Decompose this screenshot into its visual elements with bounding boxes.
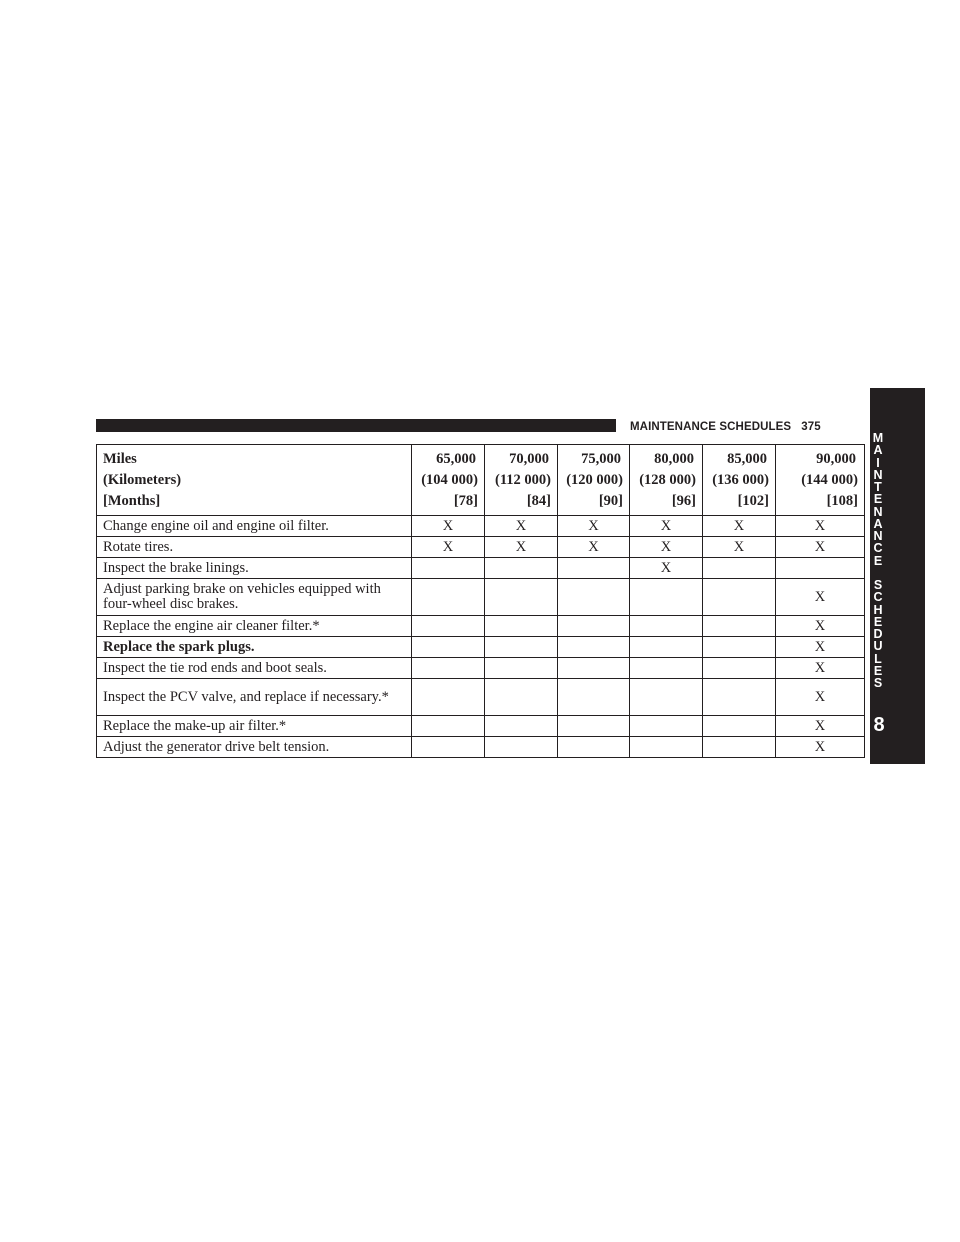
chapter-tab-letter: N (873, 467, 883, 482)
service-mark-cell: X (412, 516, 485, 537)
interval-miles: 85,000 (727, 451, 767, 467)
chapter-number: 8 (873, 714, 885, 736)
service-mark-cell (412, 616, 485, 637)
maintenance-schedule-table (96, 444, 865, 758)
service-mark-cell (703, 658, 776, 679)
chapter-tab-letter: I (876, 455, 880, 470)
service-mark-cell (703, 579, 776, 616)
interval-km: (104 000) (421, 472, 478, 488)
service-mark-cell (703, 679, 776, 716)
service-mark-cell (412, 658, 485, 679)
table-row (97, 658, 865, 679)
service-item: Inspect the brake linings. (97, 558, 412, 579)
service-mark-cell (630, 658, 703, 679)
service-mark-cell (558, 579, 630, 616)
service-mark-cell (485, 579, 558, 616)
chapter-tab-letter: M (872, 431, 884, 445)
service-mark-cell: X (703, 516, 776, 537)
service-item: Adjust parking brake on vehicles equipped with four-wheel disc brakes. (97, 579, 412, 616)
kilometers-label: (Kilometers) (103, 472, 182, 488)
service-mark-cell: X (558, 516, 630, 537)
interval-months: [102] (737, 493, 769, 509)
interval-km: (120 000) (566, 472, 623, 488)
service-item: Replace the spark plugs. (97, 637, 412, 658)
service-mark-cell: X (776, 679, 865, 716)
interval-miles: 90,000 (816, 451, 856, 467)
service-mark-cell (776, 558, 865, 579)
interval-column-header (776, 445, 865, 516)
service-mark-cell (485, 658, 558, 679)
service-mark-cell (485, 716, 558, 737)
chapter-tab-letter: A (873, 443, 883, 458)
table-row (97, 558, 865, 579)
interval-column-header (412, 445, 485, 516)
interval-miles: 80,000 (654, 451, 694, 467)
service-mark-cell (703, 616, 776, 637)
service-mark-cell: X (412, 537, 485, 558)
service-mark-cell (703, 716, 776, 737)
service-mark-cell: X (776, 616, 865, 637)
service-mark-cell: X (776, 537, 865, 558)
table-row (97, 537, 865, 558)
service-item: Change engine oil and engine oil filter. (97, 516, 412, 537)
interval-column-header (558, 445, 630, 516)
chapter-tab-letter: H (873, 602, 883, 617)
page-number: 375 (801, 421, 821, 433)
table-header-row (97, 445, 865, 516)
interval-column-header (630, 445, 703, 516)
chapter-tab-letter: S (873, 676, 883, 690)
service-mark-cell (485, 679, 558, 716)
table-row (97, 737, 865, 758)
chapter-tab-letter: A (873, 516, 883, 531)
service-mark-cell: X (558, 537, 630, 558)
section-title: MAINTENANCE SCHEDULES (630, 421, 792, 433)
service-mark-cell (412, 679, 485, 716)
service-item: Replace the make-up air filter.* (97, 716, 412, 737)
service-mark-cell: X (776, 516, 865, 537)
chapter-thumb-tab (870, 388, 925, 764)
service-mark-cell: X (703, 537, 776, 558)
service-mark-cell (485, 737, 558, 758)
service-mark-cell (630, 679, 703, 716)
service-mark-cell: X (630, 537, 703, 558)
service-mark-cell (703, 737, 776, 758)
service-mark-cell (485, 558, 558, 579)
chapter-tab-letter: D (873, 627, 883, 641)
interval-miles: 70,000 (509, 451, 549, 467)
interval-miles: 75,000 (581, 451, 621, 467)
service-item: Adjust the generator drive belt tension. (97, 737, 412, 758)
service-mark-cell (412, 716, 485, 737)
service-mark-cell (558, 616, 630, 637)
interval-months: [78] (453, 493, 478, 509)
service-mark-cell (485, 637, 558, 658)
service-mark-cell: X (776, 658, 865, 679)
service-mark-cell (558, 658, 630, 679)
service-mark-cell (558, 737, 630, 758)
service-mark-cell: X (485, 516, 558, 537)
header-rule (96, 419, 616, 432)
service-mark-cell: X (776, 737, 865, 758)
service-mark-cell (412, 637, 485, 658)
service-mark-cell (630, 716, 703, 737)
interval-column-header (703, 445, 776, 516)
service-item: Inspect the PCV valve, and replace if necessary.* (97, 679, 412, 716)
service-mark-cell: X (485, 537, 558, 558)
header-label-cell (97, 445, 412, 516)
interval-miles: 65,000 (436, 451, 476, 467)
service-mark-cell (485, 616, 558, 637)
service-mark-cell: X (776, 579, 865, 616)
interval-months: [96] (671, 493, 696, 509)
interval-km: (112 000) (495, 472, 551, 488)
interval-column-header (485, 445, 558, 516)
service-item: Inspect the tie rod ends and boot seals. (97, 658, 412, 679)
service-mark-cell (558, 679, 630, 716)
service-mark-cell (630, 637, 703, 658)
months-label: [Months] (103, 493, 161, 509)
service-mark-cell: X (630, 558, 703, 579)
service-mark-cell (412, 737, 485, 758)
chapter-tab-label (870, 432, 886, 689)
running-header (630, 419, 821, 435)
table-row (97, 637, 865, 658)
chapter-tab-letter: E (873, 553, 883, 568)
interval-km: (128 000) (639, 472, 696, 488)
miles-label: Miles (103, 451, 137, 467)
table-row (97, 516, 865, 537)
service-mark-cell (703, 558, 776, 579)
service-mark-cell (630, 616, 703, 637)
interval-months: [84] (526, 493, 551, 509)
chapter-tab-letter: T (874, 480, 882, 494)
service-mark-cell: X (630, 516, 703, 537)
table-row (97, 616, 865, 637)
interval-km: (136 000) (712, 472, 769, 488)
service-mark-cell: X (776, 716, 865, 737)
service-item: Replace the engine air cleaner filter.* (97, 616, 412, 637)
chapter-tab-letter: E (873, 663, 883, 678)
service-mark-cell (558, 716, 630, 737)
table-row (97, 716, 865, 737)
interval-months: [108] (826, 493, 858, 509)
service-mark-cell: X (776, 637, 865, 658)
service-item: Rotate tires. (97, 537, 412, 558)
service-mark-cell (558, 637, 630, 658)
table-row (97, 679, 865, 716)
chapter-tab-letter: N (873, 504, 883, 519)
schedule-body (97, 516, 865, 758)
chapter-tab-letter: E (873, 492, 883, 507)
chapter-tab-letter: E (873, 614, 883, 629)
chapter-tab-letter: U (873, 639, 883, 654)
chapter-tab-letter: N (873, 529, 883, 543)
chapter-tab-letter: S (873, 578, 883, 592)
interval-months: [90] (598, 493, 623, 509)
chapter-tab-letter: L (874, 651, 882, 666)
service-mark-cell (630, 737, 703, 758)
service-mark-cell (412, 579, 485, 616)
service-mark-cell (558, 558, 630, 579)
chapter-tab-letter: C (873, 541, 883, 556)
interval-km: (144 000) (801, 472, 858, 488)
table-row (97, 579, 865, 616)
service-mark-cell (703, 637, 776, 658)
chapter-tab-letter: C (873, 590, 883, 605)
service-mark-cell (412, 558, 485, 579)
service-mark-cell (630, 579, 703, 616)
